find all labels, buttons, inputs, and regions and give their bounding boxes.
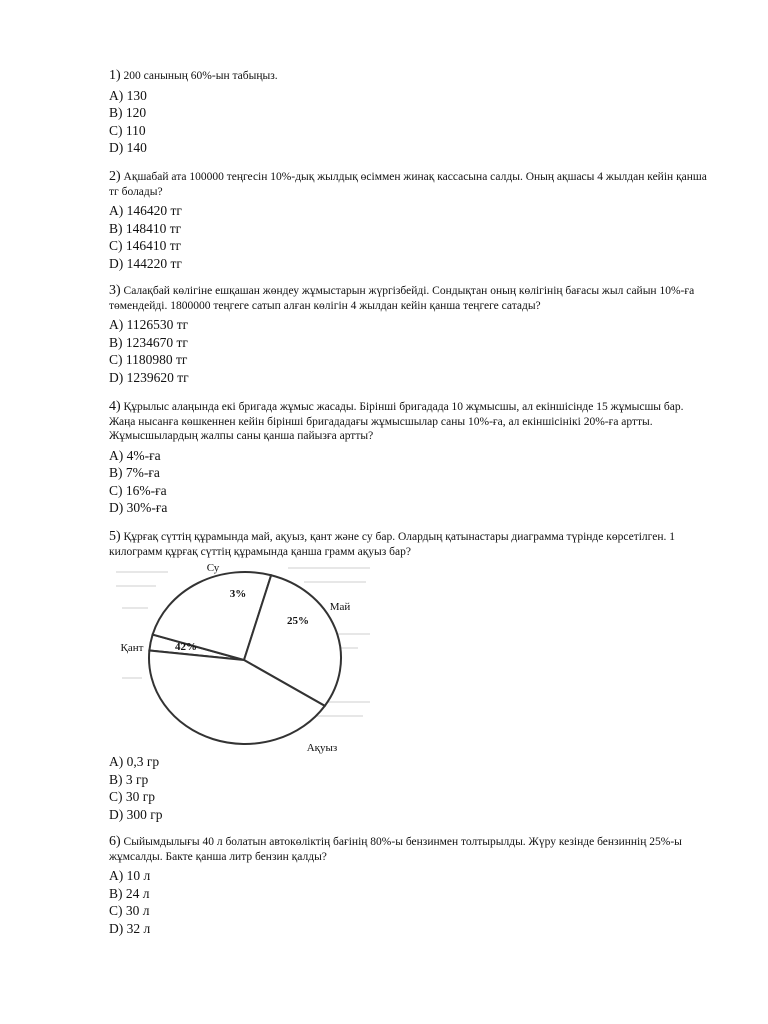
question-3-number: 3) [109, 283, 121, 298]
question-1-text: 200 санының 60%-ын табыңыз. [123, 70, 278, 82]
question-4-option-d: D) 30%-ға [109, 500, 168, 516]
pie-chart [108, 560, 378, 755]
pie-category-label-su: Су [206, 562, 220, 574]
question-4 [109, 400, 709, 517]
question-3-option-a: A) 1126530 тг [109, 317, 189, 332]
pie-category-label-akuyz: Ақуыз [306, 742, 338, 754]
question-1-option-b: B) 120 [109, 105, 147, 121]
question-4-option-b: B) 7%-ға [109, 465, 160, 481]
question-4-option-c: C) 16%-ға [109, 482, 167, 498]
question-1-number: 1) [109, 68, 121, 83]
question-2-options [109, 202, 709, 272]
question-6-option-b: B) 24 л [109, 885, 150, 901]
question-5-option-c: C) 30 гр [109, 789, 156, 805]
question-2-text: Ақшабай ата 100000 теңгесін 10%-дық жылдық өсіммен жинақ кассасына салды. Оның ақшасы 4 жылдан кейін қанша тг болады? [109, 171, 707, 198]
question-6-option-c: C) 30 л [109, 903, 150, 919]
question-5-option-d: D) 300 гр [109, 806, 163, 822]
question-2-option-a: A) 146420 тг [109, 203, 182, 218]
question-5-option-a: A) 0,3 гр [109, 754, 160, 769]
question-4-options [109, 447, 709, 517]
pie-value-label-su: 3% [229, 588, 247, 600]
question-6-number: 6) [109, 834, 121, 849]
question-2-option-b: B) 148410 тг [109, 220, 182, 236]
question-3-option-c: C) 1180980 тг [109, 352, 188, 368]
question-3-stem [109, 284, 709, 313]
question-6 [109, 835, 709, 937]
question-5-options-block [109, 750, 709, 823]
question-2-number: 2) [109, 169, 121, 184]
question-5-option-b: B) 3 гр [109, 771, 149, 787]
question-2-option-c: C) 146410 тг [109, 238, 182, 254]
question-5-number: 5) [109, 529, 121, 544]
question-4-stem [109, 400, 709, 444]
question-4-text: Құрылыс алаңында екі бригада жұмыс жасады. Бірінші бригадада 10 жұмысшы, ал екіншісінде 15 жұмысшы бар. Жаңа нысанға көшкеннен кейін бірінші бригададағы жұмысшылар саны 10%-ға, ал екіншісінікі 20%-ға артты. Жұмысшылардың жалпы саны қанша пайызға артты? [109, 401, 684, 442]
question-1-option-d: D) 140 [109, 140, 147, 156]
question-4-option-a: A) 4%-ға [109, 447, 161, 463]
question-2 [109, 170, 709, 272]
pie-category-label-kant: Қант [120, 642, 144, 654]
question-5-stem [109, 530, 709, 559]
question-6-option-d: D) 32 л [109, 920, 151, 936]
question-3 [109, 284, 709, 386]
question-5-text: Құрғақ сүттің құрамында май, ақуыз, қант және су бар. Олардың қатынастары диаграмма түрінде көрсетілген. 1 килограмм құрғақ сүттің құрамында қанша грамм ақуыз бар? [109, 531, 675, 558]
pie-value-label-kant: 42% [175, 641, 197, 653]
question-6-option-a: A) 10 л [109, 868, 151, 883]
question-3-options [109, 316, 709, 386]
question-6-options [109, 867, 709, 937]
pie-category-label-mai: Май [329, 601, 351, 613]
question-3-option-b: B) 1234670 тг [109, 334, 188, 350]
question-2-option-d: D) 144220 тг [109, 255, 182, 271]
question-1-options [109, 87, 709, 157]
question-4-number: 4) [109, 399, 121, 414]
question-1-option-a: A) 130 [109, 87, 147, 103]
question-5-options [109, 753, 709, 823]
question-5 [109, 530, 709, 559]
question-1-stem [109, 69, 709, 84]
question-2-stem [109, 170, 709, 199]
question-1 [109, 69, 709, 157]
question-3-text: Салақбай көлігіне ешқашан жөндеу жұмыстарын жүргізбейді. Сондықтан оның көлігінің бағасы жыл сайын 10%-ға төмендейді. 1800000 теңгеге сатып алған көлігін 4 жылдан кейін қанша теңгеге сатады? [109, 285, 695, 312]
pie-value-label-mai: 25% [287, 615, 309, 627]
question-6-stem [109, 835, 709, 864]
question-6-text: Сыйымдылығы 40 л болатын автокөліктің бағінің 80%-ы бензинмен толтырылды. Жүру кезінде бензиннің 25%-ы жұмсалды. Бакте қанша литр бензин қалды? [109, 836, 682, 863]
pie-chart-svg [108, 560, 378, 755]
question-1-option-c: C) 110 [109, 122, 146, 138]
question-3-option-d: D) 1239620 тг [109, 369, 189, 385]
